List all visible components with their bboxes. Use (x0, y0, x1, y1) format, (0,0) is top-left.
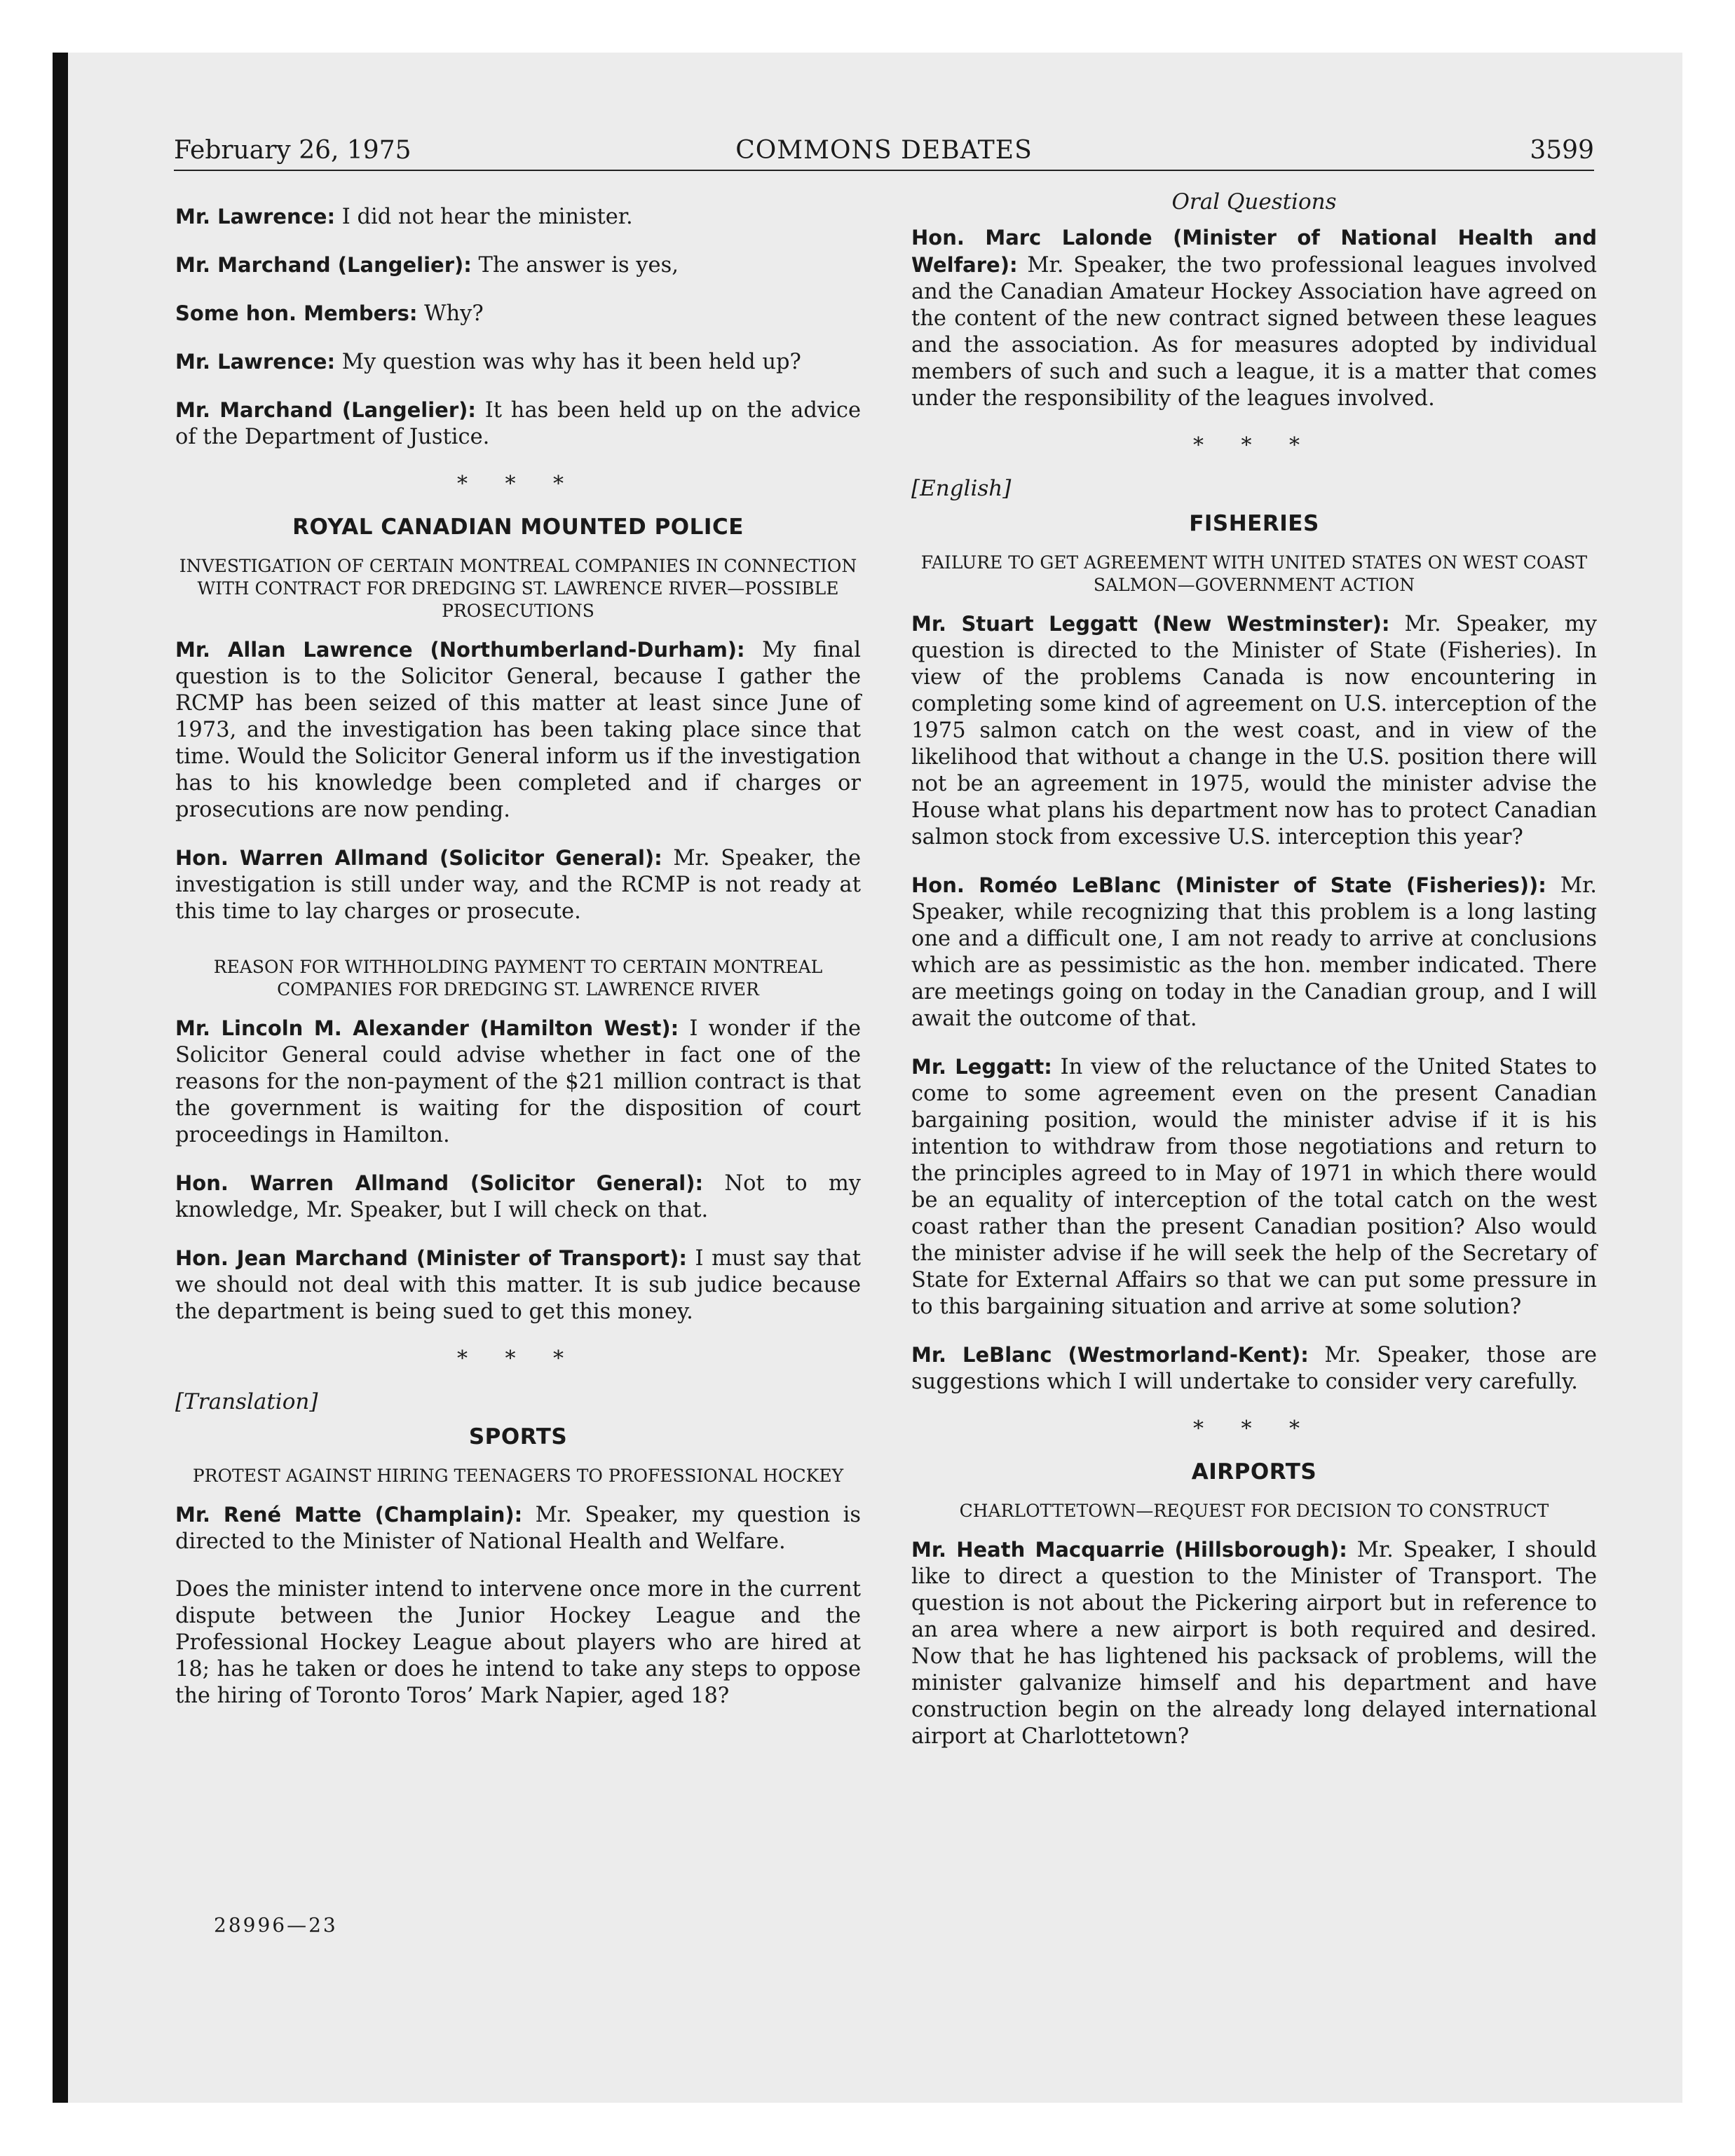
speech: The answer is yes, (471, 253, 679, 278)
section-separator: * * * (1192, 1417, 1316, 1441)
paragraph (175, 1170, 861, 1224)
speech: Mr. Speaker, my question is directed to the Minister of State (Fisheries). In view of the problems Canada is now encountering in completing some kind of agreement on U.S. interception of the 1975 salmon catch on the west coast, and in view of the likelihood that without a change in the U.S. position there will not be an agreement in 1975, would the minister advise the House what plans his department now has to protect Canadian salmon stock from excessive U.S. interception this year? (911, 612, 1598, 850)
paragraph (175, 1501, 861, 1555)
right-column (911, 189, 1597, 1771)
language-note: [English] (911, 476, 1012, 501)
speaker: Mr. Lawrence: (175, 205, 336, 228)
paragraph (175, 397, 861, 451)
speech: My final question is to the Solicitor General, because I gather the RCMP has been seized of this matter at least since June of 1973, and the investigation has been taking place since that time. Would the Solicitor General inform us if the investigation has to his knowledge been completed and if charges or prosecutions are now pending. (175, 638, 862, 822)
speaker: Hon. Jean Marchand (Minister of Transport): (175, 1246, 687, 1270)
speech: I did not hear the minister. (335, 205, 633, 229)
paragraph (911, 1053, 1597, 1321)
subheading: CHARLOTTETOWN—REQUEST FOR DECISION TO CONSTRUCT (959, 1501, 1549, 1521)
paragraph (175, 636, 861, 824)
header-title: COMMONS DEBATES (735, 136, 1033, 165)
section-separator: * * * (1192, 433, 1316, 458)
speaker: Hon. Roméo LeBlanc (Minister of State (Fisheries)): (911, 873, 1546, 897)
speech: It has been held up on the advice of the Department of Justice. (175, 398, 861, 449)
speaker: Mr. Stuart Leggatt (New Westminster): (911, 612, 1390, 636)
subheading: REASON FOR WITHHOLDING PAYMENT TO CERTAIN MONTREAL COMPANIES FOR DREDGING ST. LAWRENCE RIVER (213, 957, 823, 999)
paragraph (911, 1536, 1597, 1750)
speech: Mr. Speaker, while recognizing that this problem is a long lasting one and a difficult one, I am not ready to arrive at conclusions which are as pessimistic as the hon. member indicated. There are meetings going on today in the Canadian group, and I will await the outcome of that. (911, 873, 1597, 1031)
paragraph (175, 1015, 861, 1149)
section-title: FISHERIES (1189, 511, 1319, 536)
speaker: Mr. Marchand (Langelier): (175, 253, 472, 277)
section-title: ROYAL CANADIAN MOUNTED POLICE (292, 514, 744, 540)
print-code: 28996—23 (214, 1913, 338, 1937)
left-column (175, 203, 861, 1731)
speech: Mr. Speaker, the two professional leagues involved and the Canadian Amateur Hockey Association have agreed on the content of the new contract signed between these leagues and the association. As for measures adopted by individual members of such and such a league, it is a matter that comes under the responsibility of the leagues involved. (911, 253, 1597, 411)
speech: Not to my knowledge, Mr. Speaker, but I will check on that. (175, 1171, 861, 1222)
speech: Mr. Speaker, those are suggestions which I will undertake to consider very carefully. (911, 1343, 1597, 1394)
speech: Mr. Speaker, I should like to direct a question to the Minister of Transport. The question is not about the Pickering airport but in reference to an area where a new airport is both required and desired. Now that he has lightened his packsack of problems, will the minister galvanize himself and his department and have construction begin on the already long delayed international airport at Charlottetown? (911, 1538, 1597, 1749)
speaker: Hon. Marc Lalonde (Minister of National Health and Welfare): (911, 226, 1597, 277)
speech: Mr. Speaker, the investigation is still under way, and the RCMP is not ready at this time to lay charges or prosecute. (175, 846, 861, 924)
language-note: [Translation] (175, 1389, 318, 1414)
header-page-number: 3599 (1530, 136, 1594, 165)
speaker: Mr. Leggatt: (911, 1055, 1052, 1079)
paragraph (175, 1245, 861, 1325)
subheading: PROTEST AGAINST HIRING TEENAGERS TO PROFESSIONAL HOCKEY (192, 1466, 844, 1486)
speech: Mr. Speaker, my question is directed to the Minister of National Health and Welfare. (175, 1503, 862, 1554)
paragraph (175, 300, 861, 327)
paragraph: Does the minister intend to intervene once more in the current dispute between the Junior Hockey League and the Professional Hockey League about players who are hired at 18; has he taken or does he intend to take any steps to oppose the hiring of Toronto Toros’ Mark Napier, aged 18? (175, 1577, 861, 1708)
subheading: INVESTIGATION OF CERTAIN MONTREAL COMPANIES IN CONNECTION WITH CONTRACT FOR DREDGING ST. LAWRENCE RIVER—POSSIBLE PROSECUTIONS (179, 556, 857, 621)
speech: My question was why has it been held up? (335, 350, 801, 374)
speaker: Some hon. Members: (175, 301, 418, 325)
running-head: Oral Questions (1171, 189, 1337, 214)
subheading: FAILURE TO GET AGREEMENT WITH UNITED STATES ON WEST COAST SALMON—GOVERNMENT ACTION (920, 552, 1588, 595)
paragraph (911, 224, 1597, 412)
speech: I wonder if the Solicitor General could advise whether in fact one of the reasons for the non-payment of the $21 million contract is that the government is waiting for the disposition of court proceedings in Hamilton. (175, 1016, 862, 1147)
speaker: Mr. Lawrence: (175, 350, 336, 374)
speaker: Mr. Allan Lawrence (Northumberland-Durham): (175, 638, 745, 662)
section-separator: * * * (456, 472, 580, 496)
section-separator: * * * (456, 1346, 580, 1371)
speaker: Mr. LeBlanc (Westmorland-Kent): (911, 1343, 1309, 1367)
speaker: Mr. Marchand (Langelier): (175, 398, 476, 422)
speaker: Hon. Warren Allmand (Solicitor General): (175, 846, 662, 870)
paragraph (911, 610, 1597, 851)
binding-edge (53, 53, 68, 2103)
paragraph (175, 252, 861, 279)
paragraph (911, 1342, 1597, 1396)
speech: I must say that we should not deal with this matter. It is sub judice because the department is being sued to get this money. (175, 1246, 861, 1324)
speech: In view of the reluctance of the United States to come to some agreement even on the present Canadian bargaining position, would the minister advise if it is his intention to withdraw from those negotiations and return to the principles agreed to in May of 1971 in which there would be an equality of interception of the total catch on the west coast rather than the present Canadian position? Also would the minister advise if he will seek the help of the Secretary of State for External Affairs so that we can put some pressure in to this bargaining situation and arrive at some solution? (911, 1055, 1598, 1319)
page-header (174, 136, 1594, 171)
speech: Why? (417, 301, 484, 326)
speaker: Mr. René Matte (Champlain): (175, 1503, 523, 1527)
paragraph (175, 845, 861, 925)
header-date: February 26, 1975 (174, 136, 411, 165)
paragraph (911, 872, 1597, 1032)
speaker: Mr. Lincoln M. Alexander (Hamilton West): (175, 1016, 679, 1040)
section-title: SPORTS (468, 1424, 568, 1449)
paragraph (175, 203, 861, 231)
section-title: AIRPORTS (1191, 1459, 1317, 1485)
speaker: Mr. Heath Macquarrie (Hillsborough): (911, 1538, 1347, 1562)
paragraph (175, 348, 861, 376)
speaker: Hon. Warren Allmand (Solicitor General): (175, 1171, 704, 1195)
